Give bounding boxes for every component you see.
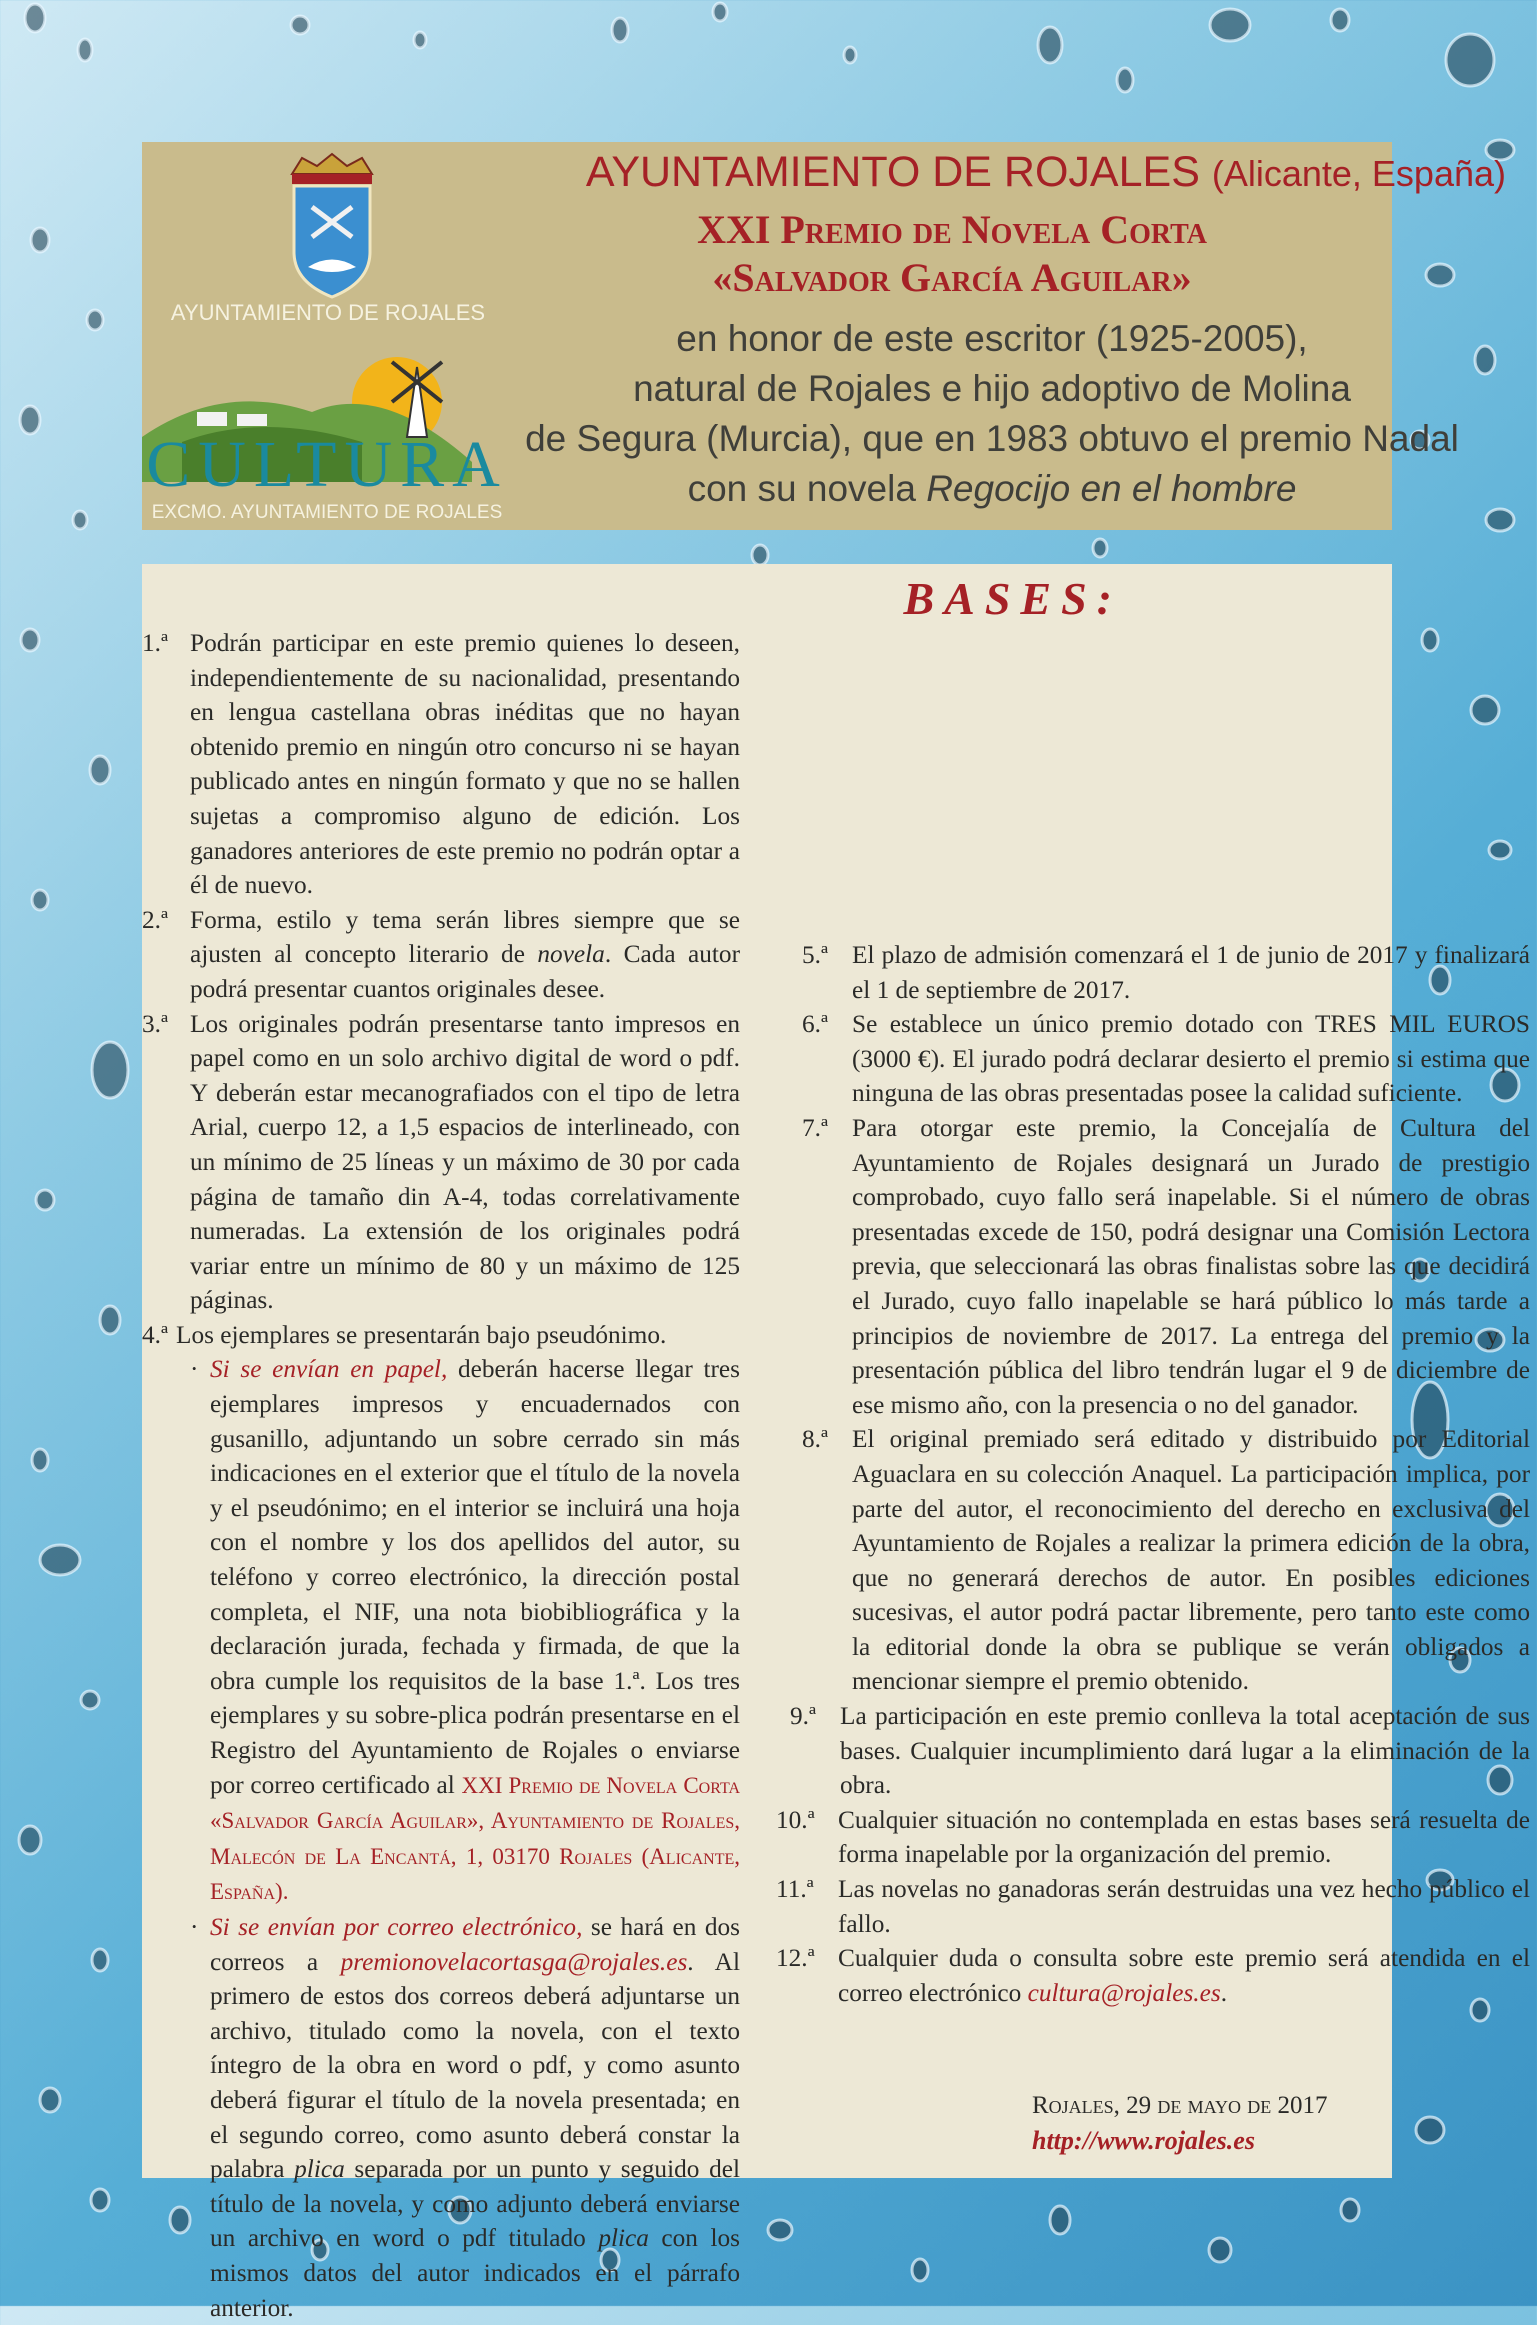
bullet-dot: ·: [190, 1912, 199, 1941]
base-item-4: [142, 1318, 740, 1353]
honor-line-2: natural de Rojales e hijo adoptivo de Molina: [633, 368, 1351, 409]
base-text-italic: novela: [537, 940, 605, 969]
base-text: Los ejemplares se presentarán bajo pseudónimo.: [176, 1320, 667, 1349]
base-text: Podrán participar en este premio quienes lo deseen, independientemente de su nacionalidad, presentando en lengua castellana obras inéditas que no hayan obtenido premio en ningún otro concurso ni se hayan publicado antes en ningún formato y que no se hallen sujetas a compromiso alguno de edición. Los ganadores anteriores de este premio no podrán optar a él de nuevo.: [190, 629, 740, 900]
prize-title-line1: XXI Premio de Novela Corta: [697, 207, 1207, 252]
base-text: Para otorgar este premio, la Concejalía de Cultura del Ayuntamiento de Rojales designará un Jurado de prestigio comprobado, cuyo fallo será inapelable. Si el número de obras presentadas excede de 150, podrá designar una Comisión Lectora previa, que seleccionará las obras finalistas sobre las que decidirá el Jurado, cuyo fallo inapelable se hará público lo más tarde a principios de noviembre de 2017. La entrega del premio y la presentación pública del libro tendrán lugar el 9 de diciembre de ese mismo año, con la presencia o no del ganador.: [852, 1113, 1530, 1419]
honor-line-4: [522, 468, 1462, 510]
base-item-3: [142, 1007, 740, 1318]
bullet-dot: ·: [190, 1355, 199, 1384]
submission-email-text: se hará en dos correos a: [210, 1912, 740, 1976]
logo-caption: AYUNTAMIENTO DE ROJALES: [170, 300, 486, 325]
submission-paper: [142, 1352, 740, 1910]
submission-paper-text: deberán hacerse llegar tres ejemplares impresos y encuadernados con gusanillo, adjuntando un sobre cerrado sin más indicaciones en el exterior que el título de la novela y el pseudónimo; en el interior se incluirá una hoja con el nombre y los dos apellidos del autor, su teléfono y correo electrónico, la dirección postal completa, el NIF, una nota biobibliográfica y la declaración jurada, fechada y firmada, de que la obra cumple los requisitos de la base 1.ª. Los tres ejemplares y su sobre-plica podrán presentarse en el Registro del Ayuntamiento de Rojales o enviarse por correo certificado al: [210, 1355, 740, 1799]
base-number: 7.ª: [802, 1113, 828, 1142]
signature-date: Rojales, 29 de mayo de 2017: [1032, 2092, 1328, 2119]
cultura-wordmark: CULTURA: [146, 428, 508, 501]
submission-paper-lead: Si se envían en papel,: [210, 1355, 448, 1384]
prize-title-line2: «Salvador García Aguilar»: [712, 255, 1192, 300]
base-number: 4.ª: [142, 1320, 168, 1349]
bases-panel: [142, 564, 1530, 2322]
base-text: Forma, estilo y tema serán libres siempre que se ajusten al concepto literario de: [190, 905, 740, 969]
bases-column-right: [776, 624, 1530, 2010]
base-item-12: [776, 1941, 1530, 2010]
honor-line-1: en honor de este escritor (1925-2005),: [676, 318, 1308, 359]
base-item-9: [790, 1699, 1530, 1803]
prize-email-link[interactable]: premionovelacortasga@rojales.es: [340, 1947, 688, 1976]
organization-name: AYUNTAMIENTO DE ROJALES: [585, 148, 1200, 196]
coat-of-arms-icon: [272, 152, 392, 302]
cultura-subtitle: EXCMO. AYUNTAMIENTO DE ROJALES: [151, 502, 503, 523]
base-number: 9.ª: [790, 1702, 816, 1731]
postal-address: XXI Premio de Novela Corta «Salvador García Aguilar», Ayuntamiento de Rojales, Malecón de La Encantá, 1, 03170 Rojales (Alicante, España).: [210, 1772, 740, 1905]
plica-word: plica: [294, 2155, 345, 2184]
base-item-6: [790, 1007, 1530, 1111]
base-item-8: [790, 1422, 1530, 1699]
base-number: 10.ª: [776, 1805, 815, 1834]
novel-title: Regocijo en el hombre: [926, 468, 1297, 509]
base-item-5: [790, 938, 1530, 1007]
header-banner: [142, 142, 1506, 530]
submission-email-text: separada por un punto y seguido del título de la novela, y como adjunto deberá enviarse un archivo en word o pdf titulado: [210, 2155, 740, 2253]
base-number: 2.ª: [142, 905, 168, 934]
cultura-email-link[interactable]: cultura@rojales.es: [1027, 1978, 1221, 2007]
submission-email-text: . Al primero de estos dos correos deberá adjuntarse un archivo, titulado como la novela, con el texto íntegro de la obra en word o pdf, y como asunto deberá figurar el título de la novela presentada; en el segundo correo, como asunto deberá constar la palabra: [210, 1947, 740, 2184]
base-number: 11.ª: [776, 1875, 814, 1904]
base-text: La participación en este premio conlleva la total aceptación de sus bases. Cualquier incumplimiento dará lugar a la eliminación de la obra.: [840, 1702, 1530, 1800]
header-text: [522, 142, 1522, 530]
base-item-2: [142, 903, 740, 1007]
honor-line-3: de Segura (Murcia), que en 1983 obtuvo el premio Nadal: [525, 418, 1459, 459]
base-text: El original premiado será editado y distribuido por Editorial Aguaclara en su colección Anaquel. La participación implica, por parte del autor, el reconocimiento del derecho en exclusiva del Ayuntamiento de Rojales a realizar la primera edición de la obra, que no generará derechos de autor. En posibles ediciones sucesivas, el autor podrá pactar libremente, pero tanto este como la editorial donde la obra se publique se verán obligados a mencionar siempre el premio obtenido.: [852, 1425, 1530, 1696]
base-item-1: [142, 626, 740, 903]
submission-email-lead: Si se envían por correo electrónico,: [210, 1912, 583, 1941]
base-number: 1.ª: [142, 629, 168, 657]
base-number: 12.ª: [776, 1944, 815, 1973]
bases-column-left: [142, 626, 740, 2325]
plica-word: plica: [598, 2224, 649, 2253]
base-number: 6.ª: [802, 1010, 828, 1039]
base-item-11: [776, 1872, 1530, 1941]
base-text: El plazo de admisión comenzará el 1 de junio de 2017 y finalizará el 1 de septiembre de 2017.: [852, 941, 1530, 1004]
base-text: .: [1220, 1978, 1228, 2007]
base-number: 5.ª: [802, 941, 828, 969]
base-item-7: [790, 1111, 1530, 1422]
base-text: . Cada autor podrá presentar cuantos originales desee.: [190, 940, 740, 1003]
base-item-10: [776, 1803, 1530, 1872]
base-text: Se establece un único premio dotado con TRES MIL EUROS (3000 €). El jurado podrá declarar desierto el premio si estima que ninguna de las obras presentadas posee la calidad suficiente.: [852, 1010, 1530, 1108]
bases-title: BASES:: [903, 573, 1122, 624]
organization-location: (Alicante, España): [1211, 153, 1506, 194]
website-link[interactable]: http://www.rojales.es: [1032, 2126, 1255, 2155]
organization-title: [586, 148, 1506, 197]
base-text: Las novelas no ganadoras serán destruidas una vez hecho público el fallo.: [838, 1875, 1530, 1938]
submission-email: [142, 1910, 740, 2325]
base-number: 8.ª: [802, 1425, 828, 1454]
logo-area: [142, 142, 512, 530]
base-number: 3.ª: [142, 1009, 168, 1038]
honor-line-4-prefix: con su novela: [687, 468, 927, 509]
base-text: Cualquier duda o consulta sobre este premio será atendida en el correo electrónico: [838, 1944, 1530, 2007]
base-text: Los originales podrán presentarse tanto impresos en papel como en un solo archivo digital de word o pdf. Y deberán estar mecanografiados con el tipo de letra Arial, cuerpo 12, a 1,5 espacios de interlineado, con un mínimo de 25 líneas y un máximo de 30 por cada página de tamaño din A-4, todas correlativamente numeradas. La extensión de los originales podrá variar entre un mínimo de 80 y un máximo de 125 páginas.: [190, 1009, 740, 1315]
base-text: Cualquier situación no contemplada en estas bases será resuelta de forma inapelable por la organización del premio.: [838, 1805, 1530, 1869]
submission-email-text: con los mismos datos del autor indicados en el párrafo anterior.: [210, 2224, 740, 2322]
